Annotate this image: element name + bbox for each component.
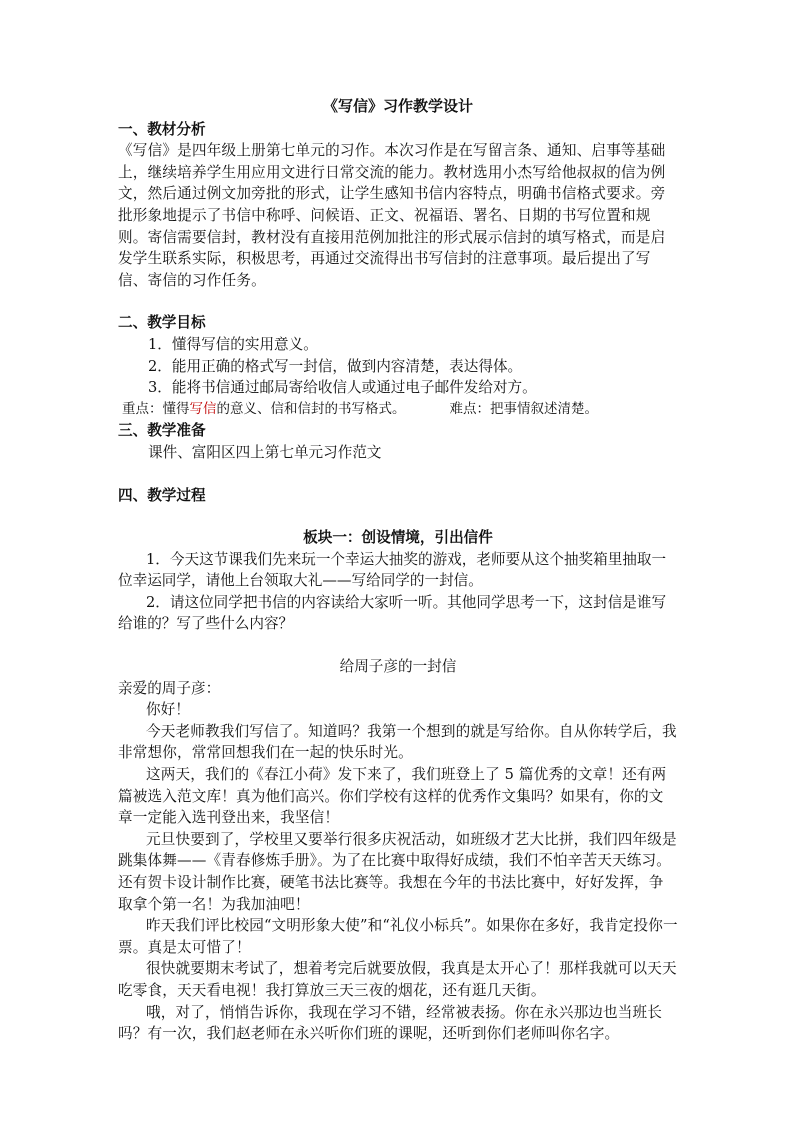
spacer <box>118 464 678 485</box>
letter-paragraph: 今天老师教我们写信了。知道吗？我第一个想到的就是写给你。自从你转学后，我非常想你，常常回想我们在一起的快乐时光。 <box>118 722 677 762</box>
section-heading-preparation: 三、教学准备 <box>118 422 206 440</box>
section-heading-analysis: 一、教材分析 <box>118 120 206 138</box>
key-point-suffix: 的意义、信和信封的书写格式。 <box>216 400 406 417</box>
letter-greeting: 你好！ <box>146 701 190 719</box>
spacer <box>118 635 678 656</box>
difficulty-point: 难点：把事情叙述清楚。 <box>449 400 598 417</box>
letter-paragraph: 昨天我们评比校园“文明形象大使”和“礼仪小标兵”。如果你在多好，我肯定投你一票。真是太可惜了！ <box>118 917 678 956</box>
key-difficulty-line <box>122 399 678 421</box>
letter-paragraph: 元旦快要到了，学校里又要举行很多庆祝活动，如班级才艺大比拼，我们四年级是跳集体舞——《青春修炼手册》。为了在比赛中取得好成绩，我们不怕辛苦天天练习。还有贺卡设计制作比赛，硬笔书法比赛等。我想在今年的书法比赛中，好好发挥，争取拿个第一名！为我加油吧！ <box>118 830 677 913</box>
goal-item: 1．懂得写信的实用意义。 <box>148 335 318 353</box>
section-heading-goals: 二、教学目标 <box>118 314 206 332</box>
key-point-prefix: 重点：懂得 <box>122 400 190 417</box>
key-point-highlight: 写信 <box>189 400 217 417</box>
letter-paragraph: 这两天，我们的《春江小荷》发下来了，我们班登上了 5 篇优秀的文章！还有两篇被选入范文库！真为他们高兴。你们学校有这样的优秀作文集吗？如果有，你的文章一定能入选刊登出来，我坚信！ <box>118 766 667 827</box>
section-heading-process: 四、教学过程 <box>118 486 206 504</box>
spacer <box>118 291 678 312</box>
block-title: 板块一：创设情境，引出信件 <box>303 529 493 547</box>
spacer <box>118 506 678 527</box>
letter-paragraph: 很快就要期末考试了，想着考完后就要放假，我真是太开心了！那样我就可以天天吃零食，天天看电视！我打算放三天三夜的烟花，还有逛几天街。 <box>118 960 677 999</box>
letter-paragraph: 哦，对了，悄悄告诉你，我现在学习不错，经常被表扬。你在永兴那边也当班长吗？有一次，我们赵老师在永兴听你们班的课呢，还听到你们老师叫你名字。 <box>118 1003 663 1043</box>
analysis-paragraph: 《写信》是四年级上册第七单元的习作。本次习作是在写留言条、通知、启事等基础上，继续培养学生用应用文进行日常交流的能力。教材选用小杰写给他叔叔的信为例文，然后通过例文加旁批的形式，让学生感知书信内容特点，明确书信格式要求。旁批形象地提示了书信中称呼、问候语、正文、祝福语、署名、日期的书写位置和规则。寄信需要信封，教材没有直接用范例加批注的形式展示信封的填写格式，而是启发学生联系实际，积极思考，再通过交流得出书写信封的注意事项。最后提出了写信、寄信的习作任务。 <box>118 142 666 289</box>
letter-title: 给周子彦的一封信 <box>339 658 457 676</box>
document-title: 《写信》习作教学设计 <box>322 97 473 115</box>
goal-item: 3．能将书信通过邮局寄给收信人或通过电子邮件发给对方。 <box>148 379 537 397</box>
goal-item: 2．能用正确的格式写一封信，做到内容清楚，表达得体。 <box>148 357 523 375</box>
document-page <box>118 96 678 1045</box>
letter-salutation: 亲爱的周子彦： <box>118 679 221 697</box>
preparation-content: 课件、富阳区四上第七单元习作范文 <box>148 443 382 461</box>
process-item: 2．请这位同学把书信的内容读给大家听一听。其他同学思考一下，这封信是谁写给谁的？写了些什么内容？ <box>118 593 667 633</box>
process-item: 1．今天这节课我们先来玩一个幸运大抽奖的游戏，老师要从这个抽奖箱里抽取一位幸运同学，请他上台领取大礼——写给同学的一封信。 <box>118 550 667 590</box>
